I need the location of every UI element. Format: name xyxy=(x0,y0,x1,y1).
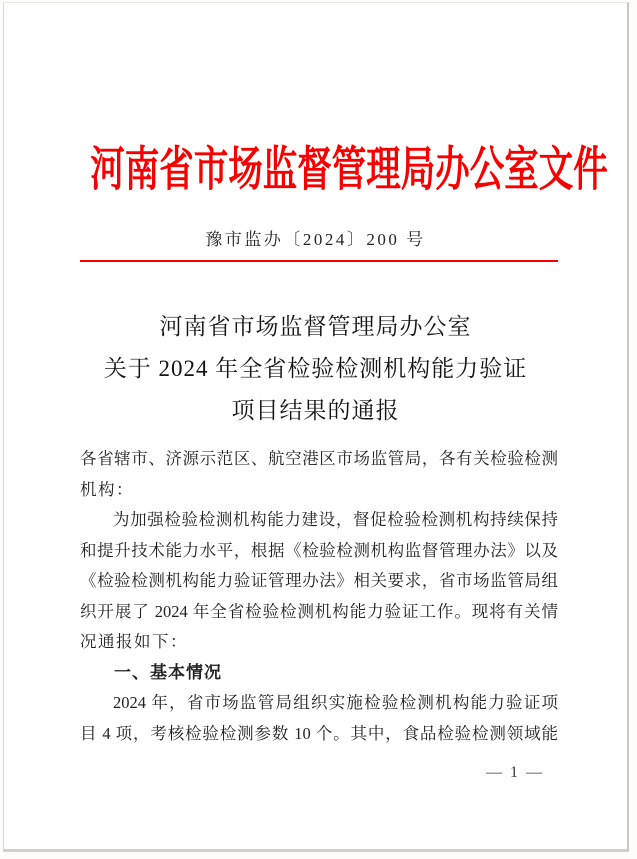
body-line-para1-1: 为加强检验检测机构能力建设，督促检验检测机构持续保持 xyxy=(113,510,558,529)
body-line-para1-2: 和提升技术能力水平，根据《检验检测机构监督管理办法》以及 xyxy=(80,540,558,560)
body-line-para2-1: 2024 年，省市场监管局组织实施检验检测机构能力验证项 xyxy=(113,693,558,712)
body-line-salutation-1: 各省辖市、济源示范区、航空港区市场监管局，各有关检验检测 xyxy=(80,449,558,468)
body-line-para2-2: 目 4 项，考核检验检测参数 10 个。其中，食品检验检测领域能 xyxy=(80,723,558,743)
body-line-para1-5: 况通报如下： xyxy=(80,632,188,651)
page-number: — 1 — xyxy=(486,764,544,781)
title-line-2: 关于 2024 年全省检验检测机构能力验证 xyxy=(103,356,528,381)
masthead-title-text: 河南省市场监督管理局办公室文件 xyxy=(90,142,608,196)
section-heading-basic-situation: 一、基本情况 xyxy=(114,662,222,682)
document-body xyxy=(80,444,558,749)
document-masthead xyxy=(4,140,627,200)
document-title xyxy=(4,306,627,432)
red-divider-line xyxy=(80,260,558,262)
body-line-salutation-2: 机构： xyxy=(80,479,134,499)
document-page xyxy=(3,2,629,852)
title-line-3: 项目结果的通报 xyxy=(231,398,400,423)
document-reference-number: 豫市监办〔2024〕200 号 xyxy=(205,230,426,249)
body-line-para1-4: 织开展了 2024 年全省检验检测机构能力验证工作。现将有关情 xyxy=(80,601,558,621)
body-line-para1-3: 《检验检测机构能力验证管理办法》相关要求，省市场监管局组 xyxy=(80,571,558,590)
title-line-1: 河南省市场监督管理局办公室 xyxy=(159,314,472,339)
